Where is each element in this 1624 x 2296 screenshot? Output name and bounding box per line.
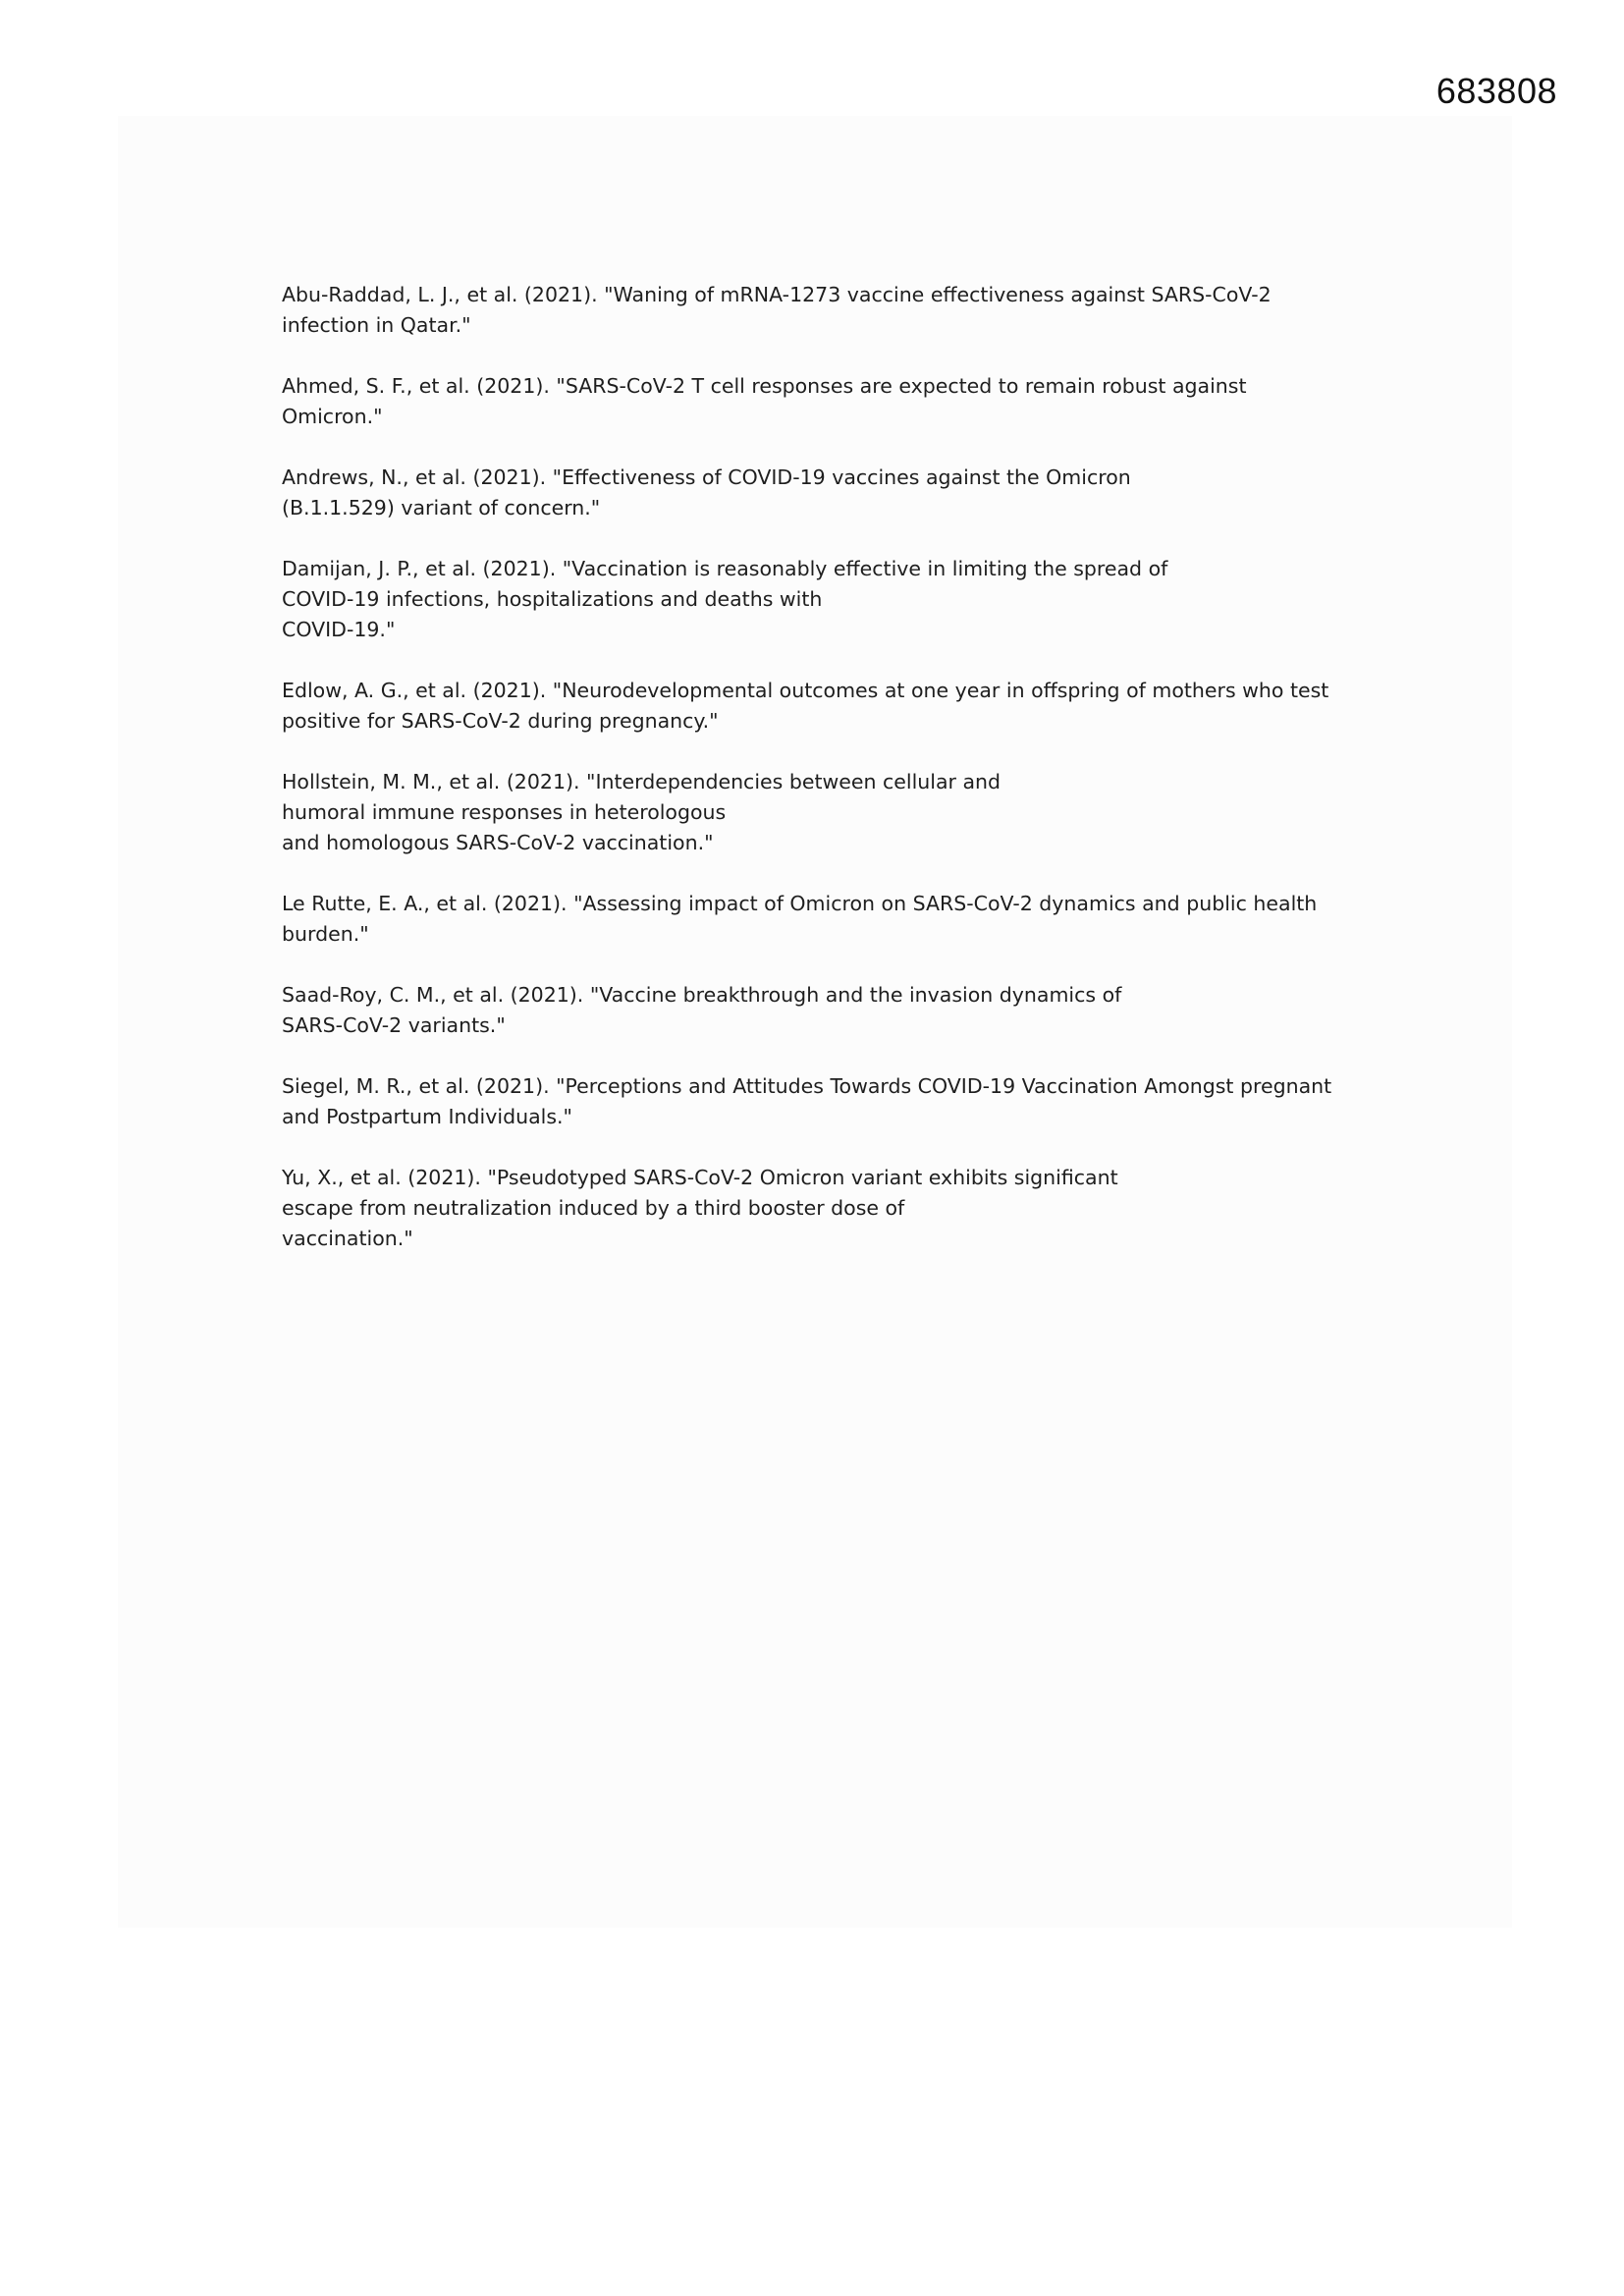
page-number: 683808 [1435, 71, 1557, 111]
reference-entry: Damijan, J. P., et al. (2021). "Vaccination is reasonably effective in limiting the spread of COVID-19 infections, hospitalizations and deaths with COVID-19." [282, 557, 1168, 641]
reference-entry: Ahmed, S. F., et al. (2021). "SARS-CoV-2 T cell responses are expected to remain robust against Omicron." [282, 374, 1247, 428]
reference-entry: Yu, X., et al. (2021). "Pseudotyped SARS-CoV-2 Omicron variant exhibits significant escape from neutralization induced by a third booster dose of vaccination." [282, 1166, 1118, 1250]
reference-entry: Hollstein, M. M., et al. (2021). "Interdependencies between cellular and humoral immune responses in heterologous and homologous SARS-CoV-2 vaccination." [282, 770, 1001, 854]
reference-entry: Edlow, A. G., et al. (2021). "Neurodevelopmental outcomes at one year in offspring of mothers who test positive for SARS-CoV-2 during pregnancy." [282, 679, 1329, 733]
reference-entry: Andrews, N., et al. (2021). "Effectiveness of COVID-19 vaccines against the Omicron (B.1.1.529) variant of concern." [282, 465, 1131, 519]
reference-entry: Saad-Roy, C. M., et al. (2021). "Vaccine breakthrough and the invasion dynamics of SARS-CoV-2 variants." [282, 983, 1122, 1037]
reference-entry: Siegel, M. R., et al. (2021). "Perceptions and Attitudes Towards COVID-19 Vaccination Amongst pregnant and Postpartum Individuals." [282, 1074, 1332, 1128]
reference-list [282, 280, 1381, 1285]
reference-entry: Le Rutte, E. A., et al. (2021). "Assessing impact of Omicron on SARS-CoV-2 dynamics and public health burden." [282, 892, 1318, 946]
reference-entry: Abu-Raddad, L. J., et al. (2021). "Waning of mRNA-1273 vaccine effectiveness against SARS-CoV-2 infection in Qatar." [282, 283, 1272, 337]
